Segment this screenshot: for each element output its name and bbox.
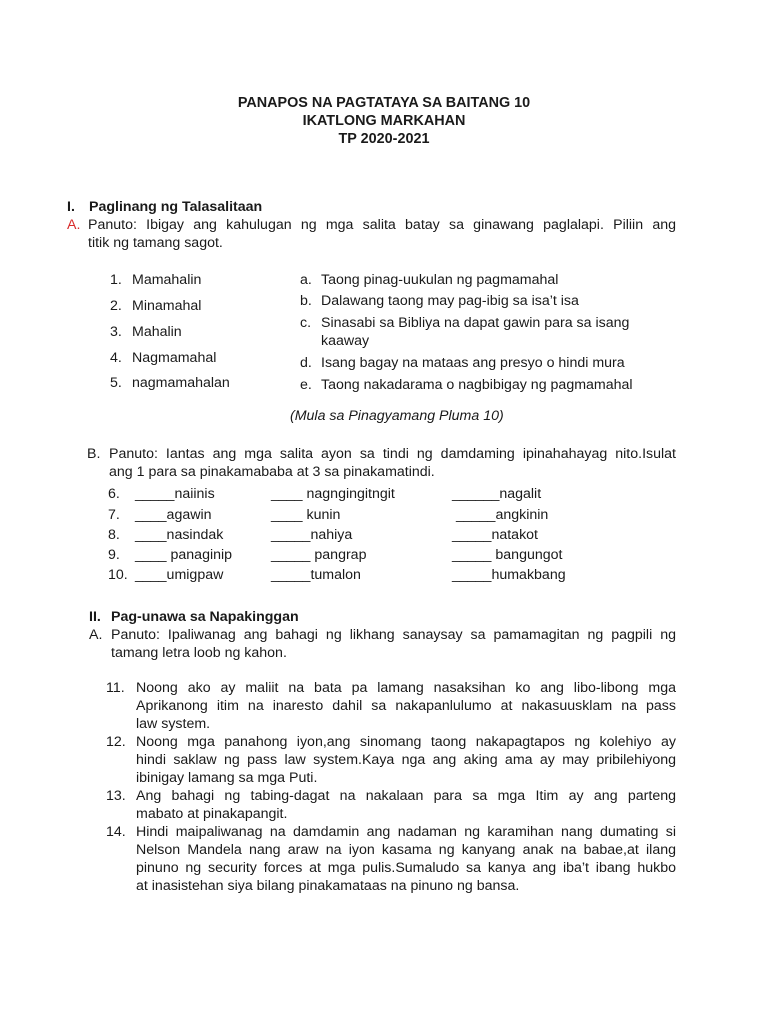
section1-partA-instruction-line1: Panuto: Ibigay ang kahulugan ng mga salita batay sa ginawang paglalapi. Piliin ang bbox=[88, 217, 676, 233]
ranking-number: 8. bbox=[108, 527, 120, 543]
item-line: Ang bahagi ng tabing-dagat na nakalaan para sa mga Itim ay ang parteng bbox=[136, 788, 676, 804]
ranking-word: _____tumalon bbox=[271, 567, 361, 583]
doc-title-line3: TP 2020-2021 bbox=[338, 131, 430, 147]
word-number: 4. bbox=[110, 350, 122, 366]
section2-partA-instruction-line2: tamang letra loob ng kahon. bbox=[111, 645, 287, 661]
choice-text: Dalawang taong may pag-ibig sa isa’t isa bbox=[321, 293, 579, 309]
item-number: 13. bbox=[106, 788, 126, 804]
ranking-word: ____agawin bbox=[135, 507, 212, 523]
word-number: 2. bbox=[110, 298, 122, 314]
item-line: mabato at pinakapangit. bbox=[136, 806, 288, 822]
choice-text: Isang bagay na mataas ang presyo o hindi mura bbox=[321, 355, 625, 371]
item-line: pinuno ng security forces at mga pulis.Sumaludo sa kanya ang iba’t ibang hukbo bbox=[136, 860, 676, 876]
ranking-word: ____ kunin bbox=[271, 507, 341, 523]
item-line: hindi saklaw ng pass law system.Kaya nga ang aking ama ay may pribilehiyong bbox=[136, 752, 676, 768]
doc-title-line2: IKATLONG MARKAHAN bbox=[302, 113, 466, 129]
word-item: nagmamahalan bbox=[132, 375, 230, 391]
ranking-word: _____angkinin bbox=[456, 507, 549, 523]
ranking-word: _____humakbang bbox=[452, 567, 566, 583]
section2-partA-letter: A. bbox=[89, 627, 103, 643]
source-citation: (Mula sa Pinagyamang Pluma 10) bbox=[290, 408, 504, 424]
word-item: Minamahal bbox=[132, 298, 202, 314]
section1-partB-instruction-line2: ang 1 para sa pinakamababa at 3 sa pinakamatindi. bbox=[109, 464, 435, 480]
word-number: 3. bbox=[110, 324, 122, 340]
word-item: Nagmamahal bbox=[132, 350, 217, 366]
section1-partA-instruction-line2: titik ng tamang sagot. bbox=[88, 235, 223, 251]
item-line: Aprikanong itim na inaresto dahil sa nakapanlulumo at nakasuusklam na pass bbox=[136, 698, 676, 714]
section1-partB-instruction-line1: Panuto: Iantas ang mga salita ayon sa tindi ng damdaming ipinahahayag nito.Isulat bbox=[109, 446, 676, 462]
item-line: Nelson Mandela nang araw na iyon kasama ng kanyang anak na babae,at ilang bbox=[136, 842, 676, 858]
ranking-word: ____ panaginip bbox=[135, 547, 233, 563]
choice-text-cont: kaaway bbox=[321, 333, 370, 349]
ranking-word: _____nahiya bbox=[271, 527, 353, 543]
ranking-word: ____nasindak bbox=[135, 527, 224, 543]
ranking-word: _____natakot bbox=[452, 527, 538, 543]
item-number: 14. bbox=[106, 824, 126, 840]
choice-letter: e. bbox=[300, 377, 312, 393]
ranking-number: 9. bbox=[108, 547, 120, 563]
ranking-number: 7. bbox=[108, 507, 120, 523]
ranking-word: _____ pangrap bbox=[271, 547, 367, 563]
section2-partA-instruction-line1: Panuto: Ipaliwanag ang bahagi ng likhang sanaysay sa pamamagitan ng pagpili ng bbox=[111, 627, 676, 643]
ranking-number: 6. bbox=[108, 486, 120, 502]
choice-text: Taong nakadarama o nagbibigay ng pagmamahal bbox=[321, 377, 633, 393]
item-line: ibinigay lamang sa mga Puti. bbox=[136, 770, 318, 786]
ranking-word: _____ bangungot bbox=[452, 547, 563, 563]
section1-heading: Paglinang ng Talasalitaan bbox=[89, 199, 263, 215]
item-number: 12. bbox=[106, 734, 126, 750]
item-line: law system. bbox=[136, 716, 211, 732]
choice-letter: b. bbox=[300, 293, 312, 309]
section2-numeral: II. bbox=[89, 609, 101, 625]
word-number: 5. bbox=[110, 375, 122, 391]
item-line: Noong ako ay maliit na bata pa lamang nasaksihan ko ang libo-libong mga bbox=[136, 680, 676, 696]
section1-partA-letter: A. bbox=[67, 217, 81, 233]
ranking-number: 10. bbox=[108, 567, 128, 583]
word-item: Mahalin bbox=[132, 324, 182, 340]
word-item: Mamahalin bbox=[132, 272, 202, 288]
item-line: at inasistehan siya bilang pinakamataas na pinuno ng bansa. bbox=[136, 878, 520, 894]
section2-heading: Pag-unawa sa Napakinggan bbox=[111, 609, 299, 625]
section1-partB-letter: B. bbox=[87, 446, 101, 462]
ranking-word: _____naiinis bbox=[135, 486, 215, 502]
ranking-word: ______nagalit bbox=[452, 486, 542, 502]
item-line: Hindi maipaliwanag na damdamin ang nadaman ng karamihan nang dumating si bbox=[136, 824, 676, 840]
ranking-word: ____umigpaw bbox=[135, 567, 224, 583]
word-number: 1. bbox=[110, 272, 122, 288]
item-number: 11. bbox=[106, 680, 125, 696]
choice-text: Sinasabi sa Bibliya na dapat gawin para sa isang bbox=[321, 315, 630, 331]
choice-letter: a. bbox=[300, 272, 312, 288]
item-line: Noong mga panahong iyon,ang sinomang taong nakapagtapos ng kolehiyo ay bbox=[136, 734, 676, 750]
choice-text: Taong pinag-uukulan ng pagmamahal bbox=[321, 272, 559, 288]
doc-title-line1: PANAPOS NA PAGTATAYA SA BAITANG 10 bbox=[237, 95, 531, 111]
ranking-word: ____ nagngingitngit bbox=[271, 486, 395, 502]
choice-letter: c. bbox=[300, 315, 312, 331]
section1-numeral: I. bbox=[67, 199, 75, 215]
choice-letter: d. bbox=[300, 355, 312, 371]
